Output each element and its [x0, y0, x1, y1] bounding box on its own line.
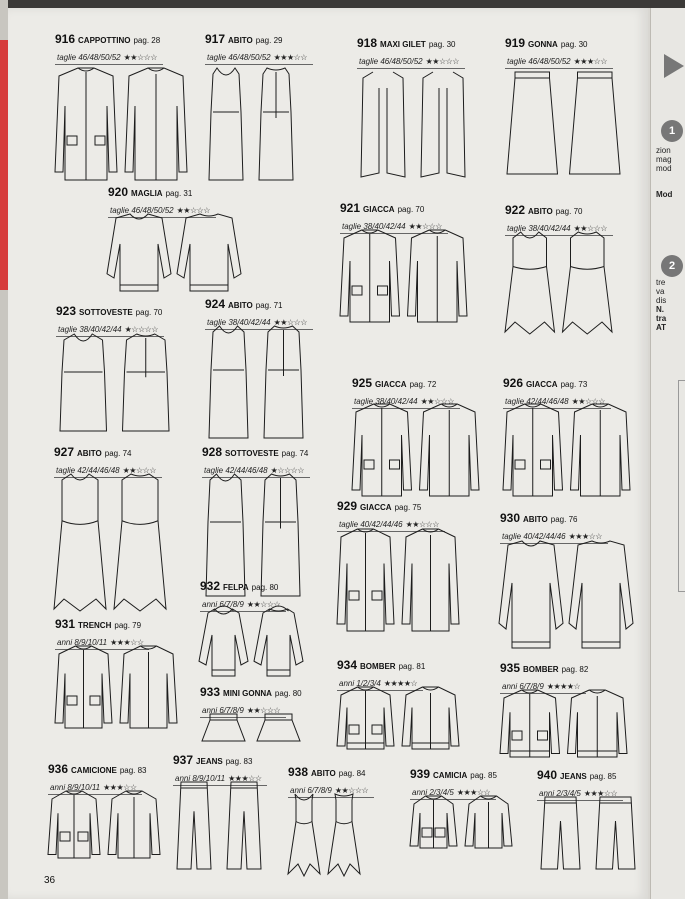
item-sizes: taglie 38/40/42/44 — [507, 224, 571, 233]
garment-sketch — [353, 68, 473, 183]
item-page-ref: pag. 70 — [555, 207, 583, 216]
item-page-ref: pag. 73 — [560, 380, 588, 389]
difficulty-stars: ★★★☆☆ — [573, 57, 607, 66]
garment-sketch — [51, 64, 191, 184]
item-page-ref: pag. 29 — [255, 36, 283, 45]
item-number: 927 — [54, 445, 75, 459]
item-sizes: taglie 40/42/44/46 — [502, 532, 566, 541]
difficulty-stars: ★★★★☆ — [546, 682, 581, 691]
garment-sketch — [406, 792, 516, 852]
item-sizes: anni 6/7/8/9 — [502, 682, 544, 691]
item-sizes: anni 8/9/10/11 — [175, 774, 226, 783]
item-number: 935 — [500, 661, 521, 675]
item-header — [48, 763, 147, 777]
item-page-ref: pag. 85 — [589, 772, 617, 781]
item-header — [340, 202, 448, 216]
item-name: GIACCA — [360, 503, 392, 512]
item-number: 919 — [505, 36, 526, 50]
item-header — [202, 446, 310, 460]
garment-sketch — [499, 400, 634, 500]
item-sizes: anni 6/7/8/9 — [202, 600, 244, 609]
item-header — [205, 298, 313, 312]
garment-sketch — [44, 787, 164, 862]
item-number: 930 — [500, 511, 521, 525]
item-number: 925 — [352, 376, 373, 390]
item-page-ref: pag. 75 — [394, 503, 422, 512]
difficulty-stars: ★★★☆☆ — [273, 53, 307, 62]
item-page-ref: pag. 70 — [135, 308, 163, 317]
item-sizes: anni 2/3/4/5 — [412, 788, 454, 797]
difficulty-stars: ★★☆☆☆ — [334, 786, 369, 795]
item-sizes: taglie 42/44/46/48 — [505, 397, 569, 406]
arrow-marker-icon — [664, 54, 684, 78]
item-page-ref: pag. 70 — [397, 205, 425, 214]
garment-sketch — [501, 68, 626, 178]
difficulty-stars: ★★★★☆ — [383, 679, 418, 688]
difficulty-stars: ★★☆☆☆ — [408, 222, 442, 231]
garment-sketch — [104, 210, 244, 295]
item-header — [503, 377, 611, 391]
item-page-ref: pag. 30 — [560, 40, 588, 49]
garment-sketch — [52, 330, 177, 435]
difficulty-stars: ★★☆☆☆ — [573, 224, 607, 233]
item-name: ABITO — [228, 301, 253, 310]
difficulty-stars: ★★★☆☆ — [456, 788, 491, 797]
item-number: 916 — [55, 32, 76, 46]
item-name: SOTTOVESTE — [79, 308, 133, 317]
item-name: TRENCH — [78, 621, 112, 630]
item-page-ref: pag. 85 — [470, 771, 497, 780]
catalog-item — [505, 37, 613, 69]
item-name: MINI GONNA — [223, 689, 272, 698]
garment-sketch — [333, 525, 463, 635]
item-name: CAPPOTTINO — [78, 36, 131, 45]
item-sizes: taglie 46/48/50/52 — [110, 206, 174, 215]
item-header — [357, 37, 465, 51]
item-name: CAMICIA — [433, 771, 468, 780]
step-marker-2: 2 — [661, 255, 683, 277]
difficulty-stars: ★★★☆☆ — [583, 789, 618, 798]
garment-sketch — [496, 537, 636, 652]
item-name: JEANS — [560, 772, 587, 781]
item-header — [55, 33, 163, 47]
item-header — [505, 37, 613, 51]
item-page-ref: pag. 71 — [255, 301, 283, 310]
item-sizes: anni 2/3/4/5 — [539, 789, 581, 798]
garment-sketch — [201, 322, 311, 442]
item-sizes: taglie 38/40/42/44 — [342, 222, 406, 231]
item-name: ABITO — [228, 36, 253, 45]
garment-sketch — [284, 790, 364, 880]
garment-sketch — [201, 64, 301, 184]
item-header — [537, 769, 623, 783]
step-marker-1: 1 — [661, 120, 683, 142]
scan-top-edge — [0, 0, 685, 8]
difficulty-stars: ★★★☆☆ — [110, 638, 144, 647]
item-page-ref: pag. 30 — [428, 40, 456, 49]
item-page-ref: pag. 80 — [251, 583, 279, 592]
item-name: ABITO — [311, 769, 336, 778]
item-page-ref: pag. 28 — [133, 36, 161, 45]
item-number: 926 — [503, 376, 524, 390]
item-header — [352, 377, 460, 391]
item-number: 940 — [537, 768, 558, 782]
difficulty-stars: ★★★☆☆ — [103, 783, 137, 792]
item-sizes: taglie 46/48/50/52 — [207, 53, 271, 62]
item-sizes: taglie 38/40/42/44 — [354, 397, 418, 406]
item-sizes: taglie 46/48/50/52 — [507, 57, 571, 66]
item-sizes: anni 8/9/10/11 — [57, 638, 108, 647]
catalog-item — [357, 37, 465, 69]
side-frame — [678, 380, 685, 592]
item-number: 917 — [205, 32, 226, 46]
difficulty-stars: ★☆☆☆☆ — [124, 325, 158, 334]
item-name: BOMBER — [360, 662, 396, 671]
item-name: JEANS — [196, 757, 223, 766]
difficulty-stars: ★★☆☆☆ — [246, 600, 281, 609]
item-sizes: anni 8/9/10/11 — [50, 783, 101, 792]
difficulty-stars: ★★☆☆☆ — [176, 206, 210, 215]
item-sizes: taglie 46/48/50/52 — [57, 53, 121, 62]
item-header — [410, 768, 497, 782]
difficulty-stars: ★★★☆☆ — [228, 774, 262, 783]
item-page-ref: pag. 82 — [561, 665, 589, 674]
item-header — [200, 580, 286, 594]
item-name: MAXI GILET — [380, 40, 426, 49]
item-number: 924 — [205, 297, 226, 311]
difficulty-stars: ★★☆☆☆ — [273, 318, 307, 327]
item-header — [505, 204, 613, 218]
item-sizes: anni 1/2/3/4 — [339, 679, 381, 688]
item-name: GIACCA — [363, 205, 395, 214]
difficulty-stars: ★★★☆☆ — [568, 532, 602, 541]
garment-sketch — [496, 686, 631, 761]
garment-sketch — [50, 470, 170, 615]
item-page-ref: pag. 79 — [114, 621, 142, 630]
item-page-ref: pag. 81 — [398, 662, 426, 671]
item-name: GIACCA — [375, 380, 407, 389]
item-header — [500, 512, 608, 526]
side-text-2: Mod — [656, 190, 673, 199]
garment-sketch — [333, 683, 463, 753]
side-text-3: tre va dis — [656, 278, 667, 305]
difficulty-stars: ★★☆☆☆ — [405, 520, 439, 529]
item-sizes: taglie 38/40/42/44 — [58, 325, 122, 334]
garment-sketch — [501, 228, 616, 338]
item-header — [173, 754, 267, 768]
item-number: 936 — [48, 762, 69, 776]
item-number: 921 — [340, 201, 361, 215]
item-sizes: taglie 38/40/42/44 — [207, 318, 271, 327]
adjacent-page-edge — [650, 8, 685, 899]
item-sizes: anni 6/7/8/9 — [202, 706, 244, 715]
garment-sketch — [348, 400, 483, 500]
item-number: 938 — [288, 765, 309, 779]
item-number: 923 — [56, 304, 77, 318]
item-number: 939 — [410, 767, 431, 781]
catalog-item — [205, 33, 313, 65]
item-page-ref: pag. 83 — [119, 766, 147, 775]
item-number: 928 — [202, 445, 223, 459]
item-name: CAMICIONE — [71, 766, 117, 775]
catalog-item — [55, 33, 163, 65]
item-sizes: anni 6/7/8/9 — [290, 786, 332, 795]
garment-sketch — [533, 793, 643, 873]
garment-sketch — [169, 778, 269, 873]
garment-sketch — [51, 642, 181, 732]
garment-sketch — [336, 226, 471, 326]
garment-sketch — [196, 605, 306, 680]
item-page-ref: pag. 80 — [274, 689, 302, 698]
difficulty-stars: ★★☆☆☆ — [123, 53, 157, 62]
item-number: 932 — [200, 579, 221, 593]
item-header — [288, 766, 374, 780]
page-number: 36 — [44, 875, 56, 886]
item-page-ref: pag. 31 — [165, 189, 193, 198]
item-number: 934 — [337, 658, 358, 672]
item-name: ABITO — [528, 207, 553, 216]
item-name: MAGLIA — [131, 189, 163, 198]
item-name: GONNA — [528, 40, 558, 49]
item-header — [500, 662, 588, 676]
item-page-ref: pag. 72 — [409, 380, 437, 389]
scan-left-edge — [0, 0, 8, 899]
item-sizes: taglie 46/48/50/52 — [359, 57, 423, 66]
difficulty-stars: ★★☆☆☆ — [246, 706, 281, 715]
item-name: BOMBER — [523, 665, 559, 674]
item-name: ABITO — [523, 515, 548, 524]
difficulty-stars: ★★☆☆☆ — [420, 397, 454, 406]
side-text-1: zion mag mod — [656, 146, 672, 173]
item-page-ref: pag. 84 — [338, 769, 366, 778]
item-page-ref: pag. 76 — [550, 515, 578, 524]
item-name: ABITO — [77, 449, 102, 458]
item-page-ref: pag. 83 — [225, 757, 253, 766]
item-page-ref: pag. 74 — [104, 449, 132, 458]
item-number: 918 — [357, 36, 378, 50]
item-header — [55, 618, 149, 632]
difficulty-stars: ★★☆☆☆ — [425, 57, 459, 66]
item-header — [56, 305, 164, 319]
item-page-ref: pag. 74 — [281, 449, 309, 458]
item-name: SOTTOVESTE — [225, 449, 279, 458]
item-sizes: taglie 42/44/46/48 — [56, 466, 120, 475]
item-number: 929 — [337, 499, 358, 513]
item-header — [54, 446, 162, 460]
item-header — [108, 186, 216, 200]
item-header — [200, 686, 302, 700]
item-header — [337, 500, 445, 514]
item-sizes: taglie 40/42/44/46 — [339, 520, 403, 529]
item-number: 922 — [505, 203, 526, 217]
garment-sketch — [196, 710, 306, 745]
item-number: 920 — [108, 185, 129, 199]
side-text-4: N. tra AT — [656, 305, 667, 332]
item-sizes: taglie 42/44/46/48 — [204, 466, 268, 475]
difficulty-stars: ★★☆☆☆ — [571, 397, 605, 406]
item-header — [337, 659, 425, 673]
item-number: 931 — [55, 617, 76, 631]
item-number: 933 — [200, 685, 221, 699]
difficulty-stars: ★★☆☆☆ — [122, 466, 156, 475]
item-name: GIACCA — [526, 380, 558, 389]
item-header — [205, 33, 313, 47]
item-name: FELPA — [223, 583, 249, 592]
difficulty-stars: ★☆☆☆☆ — [270, 466, 304, 475]
item-number: 937 — [173, 753, 194, 767]
